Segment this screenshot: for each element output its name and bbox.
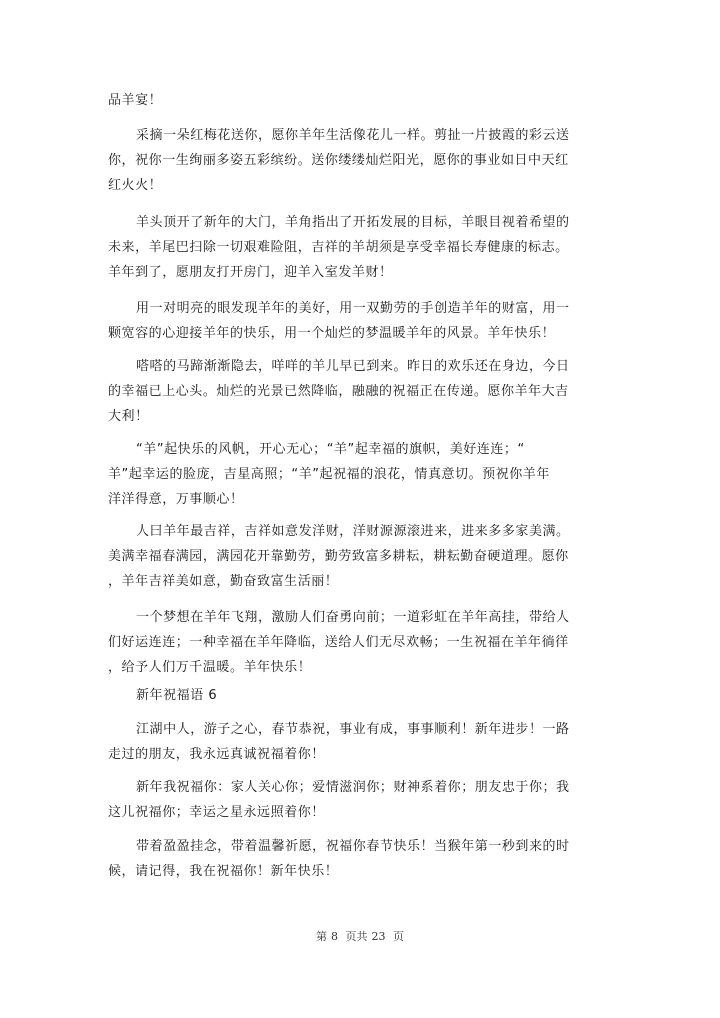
text-line: 带着盈盈挂念，带着温馨祈愿，祝福你春节快乐！当猴年第一秒到来的时 bbox=[136, 839, 570, 854]
text-line: 候，请记得，我在祝福你！新年快乐！ bbox=[108, 864, 339, 879]
text-line: 羊年到了，愿朋友打开房门，迎羊入室发羊财！ bbox=[108, 265, 393, 280]
paragraph bbox=[108, 775, 578, 825]
text-line: 新年祝福语 6 bbox=[136, 688, 218, 703]
footer-prefix: 第 bbox=[316, 930, 327, 943]
text-line: 一个梦想在羊年飞翔，激励人们奋勇向前；一道彩虹在羊年高挂，带给人 bbox=[136, 610, 570, 625]
text-line: 走过的朋友，我永远真诚祝福着你！ bbox=[108, 747, 325, 762]
paragraph bbox=[108, 717, 578, 767]
section-heading bbox=[108, 683, 578, 708]
paragraph bbox=[108, 519, 578, 594]
text-line: “羊”起快乐的风帆，开心无心；“羊”起幸福的旗帜，美好连连；“ bbox=[136, 442, 525, 457]
paragraph bbox=[108, 88, 578, 113]
text-line: 江湖中人，游子之心，春节恭祝，事业有成，事事顺利！新年进步！一路 bbox=[136, 722, 570, 737]
text-line: 你，祝你一生绚丽多姿五彩缤纷。送你缕缕灿烂阳光，愿你的事业如日中天红 bbox=[108, 153, 569, 168]
text-line: 颗宽容的心迎接羊年的快乐，用一个灿烂的梦温暖羊年的风景。羊年快乐！ bbox=[108, 326, 556, 341]
text-line: 采摘一朵红梅花送你，愿你羊年生活像花儿一样。剪扯一片披霞的彩云送 bbox=[136, 128, 570, 143]
footer-page-number: 8 bbox=[331, 930, 338, 943]
text-line: 美满幸福春满园，满园花开靠勤劳，勤劳致富多耕耘，耕耘勤奋硬道理。愿你 bbox=[108, 549, 569, 564]
paragraph bbox=[108, 296, 578, 346]
paragraph bbox=[108, 834, 578, 884]
text-line: 新年我祝福你：家人关心你；爱情滋润你；财神系着你；朋友忠于你；我 bbox=[136, 780, 570, 795]
text-line: 人曰羊年最吉祥，吉祥如意发洋财，洋财源源滚进来，进来多多家美满。 bbox=[136, 524, 570, 539]
text-line: 用一对明亮的眼发现羊年的美好，用一双勤劳的手创造羊年的财富，用一 bbox=[136, 301, 570, 316]
text-line: 品羊宴！ bbox=[108, 93, 163, 108]
text-line: ，羊年吉祥美如意，勤奋致富生活丽！ bbox=[108, 574, 339, 589]
text-line: 红火火！ bbox=[108, 178, 163, 193]
paragraph bbox=[108, 123, 578, 198]
text-line: 洋洋得意，万事顺心！ bbox=[108, 492, 244, 507]
paragraph bbox=[108, 437, 578, 512]
text-line: 嗒嗒的马蹄渐渐隐去，咩咩的羊儿早已到来。昨日的欢乐还在身边，今日 bbox=[136, 359, 570, 374]
page-footer bbox=[0, 928, 720, 944]
text-line: 们好运连连；一种幸福在羊年降临，送给人们无尽欢畅；一生祝福在羊年徜徉 bbox=[108, 635, 569, 650]
text-line: ，给予人们万千温暖。羊年快乐！ bbox=[108, 660, 312, 675]
footer-total-pages: 23 bbox=[371, 930, 386, 943]
paragraph bbox=[108, 605, 578, 680]
text-line: 的幸福已上心头。灿烂的光景已然降临，融融的祝福正在传递。愿你羊年大吉 bbox=[108, 384, 569, 399]
footer-suffix: 页 bbox=[393, 930, 404, 943]
text-line: 这儿祝福你；幸运之星永远照着你！ bbox=[108, 805, 325, 820]
paragraph bbox=[108, 210, 578, 285]
paragraph bbox=[108, 354, 578, 429]
text-line: 羊头顶开了新年的大门，羊角指出了开拓发展的目标，羊眼目视着希望的 bbox=[136, 215, 570, 230]
footer-middle: 页共 bbox=[345, 930, 368, 943]
text-line: 羊”起幸运的脸庞，吉星高照；“羊”起祝福的浪花，情真意切。预祝你羊年 bbox=[108, 467, 550, 482]
text-line: 未来，羊尾巴扫除一切艰难险阻，吉祥的羊胡须是享受幸福长寿健康的标志。 bbox=[108, 240, 569, 255]
text-line: 大利！ bbox=[108, 409, 149, 424]
